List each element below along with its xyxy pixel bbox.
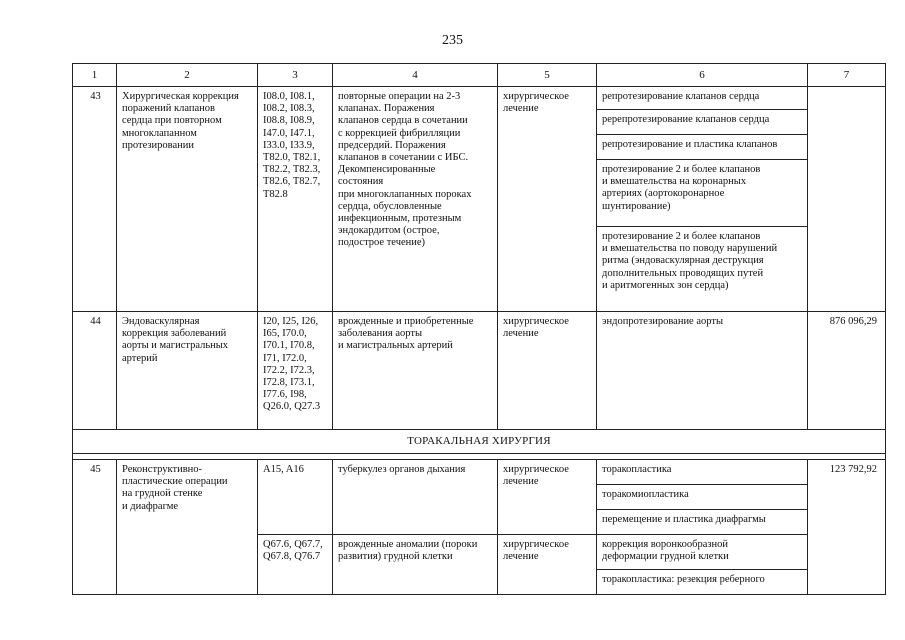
icd-codes: Q67.6, Q67.7, Q67.8, Q76.7	[258, 535, 333, 595]
col-header-5: 5	[498, 64, 597, 87]
col-header-2: 2	[117, 64, 258, 87]
section-row	[73, 430, 886, 454]
table-row-43	[73, 87, 886, 312]
icd-codes: I20, I25, I26, I65, I70.0, I70.1, I70.8, I71, I72.0, I72.2, I72.3, I72.8, I73.1, I77.6, I98, Q26.0, Q27.3	[258, 312, 333, 430]
page-number: 235	[442, 33, 463, 48]
patient-model: повторные операции на 2-3 клапанах. Поражения клапанов сердца в сочетании с коррекцией фибрилляции предсердий. Поражения клапанов в сочетании с ИБС. Декомпенсированные состояния при многоклапанных пороках сердца, обусловленные инфекционным, протезным эндокардитом (острое, подострое течение)	[333, 87, 498, 312]
method-item: коррекция воронкообразной деформации грудной клетки	[602, 539, 729, 563]
patient-model: врожденные и приобретенные заболевания аорты и магистральных артерий	[333, 312, 498, 430]
header-row	[73, 64, 886, 87]
method-item: перемещение и пластика диафрагмы	[602, 514, 766, 525]
cost: 123 792,92	[808, 460, 886, 595]
treatment-type: хирургическое лечение	[498, 535, 597, 595]
row-number: 43	[73, 87, 117, 312]
col-header-7: 7	[808, 64, 886, 87]
method-item: ререпротезирование клапанов сердца	[602, 114, 770, 125]
method-item: протезирование 2 и более клапанов и вмешательства на коронарных артериях (аортокоронарное шунтирование)	[602, 164, 761, 212]
treatment-methods	[597, 87, 808, 312]
col-header-4: 4	[333, 64, 498, 87]
method-item: торакопластика	[602, 464, 672, 475]
method-item: репротезирование и пластика клапанов	[602, 139, 778, 150]
method-item: эндопротезирование аорты	[602, 316, 724, 327]
medical-services-table	[72, 63, 886, 595]
icd-codes: A15, A16	[258, 460, 333, 535]
method-item: протезирование 2 и более клапанов и вмешательства по поводу нарушений ритма (эндоваскулярная деструкция дополнительных проводящих путей и аритмогенных зон сердца)	[602, 231, 778, 291]
cost: 876 096,29	[808, 312, 886, 430]
icd-codes: I08.0, I08.1, I08.2, I08.3, I08.8, I08.9, I47.0, I47.1, I33.0, I33.9, T82.0, T82.1, T82.2, T82.3, T82.6, T82.7, T82.8	[258, 87, 333, 312]
row-number: 45	[73, 460, 117, 595]
row-number: 44	[73, 312, 117, 430]
method-item: торакопластика: резекция реберного	[602, 574, 765, 585]
table-row-44	[73, 312, 886, 430]
procedure-name: Эндоваскулярная коррекция заболеваний аорты и магистральных артерий	[117, 312, 258, 430]
col-header-6: 6	[597, 64, 808, 87]
treatment-methods	[597, 460, 808, 535]
method-item: торакомиопластика	[602, 489, 689, 500]
procedure-name: Хирургическая коррекция поражений клапанов сердца при повторном многоклапанном протезировании	[117, 87, 258, 312]
section-heading: ТОРАКАЛЬНАЯ ХИРУРГИЯ	[73, 430, 886, 454]
cost	[808, 87, 886, 312]
treatment-type: хирургическое лечение	[498, 87, 597, 312]
treatment-methods	[597, 312, 808, 430]
patient-model: врожденные аномалии (пороки развития) грудной клетки	[333, 535, 498, 595]
col-header-3: 3	[258, 64, 333, 87]
treatment-type: хирургическое лечение	[498, 312, 597, 430]
treatment-type: хирургическое лечение	[498, 460, 597, 535]
patient-model: туберкулез органов дыхания	[333, 460, 498, 535]
col-header-1: 1	[73, 64, 117, 87]
method-item: репротезирование клапанов сердца	[602, 91, 760, 102]
treatment-methods	[597, 535, 808, 595]
table-row-45	[73, 460, 886, 535]
procedure-name: Реконструктивно- пластические операции на грудной стенке и диафрагме	[117, 460, 258, 595]
